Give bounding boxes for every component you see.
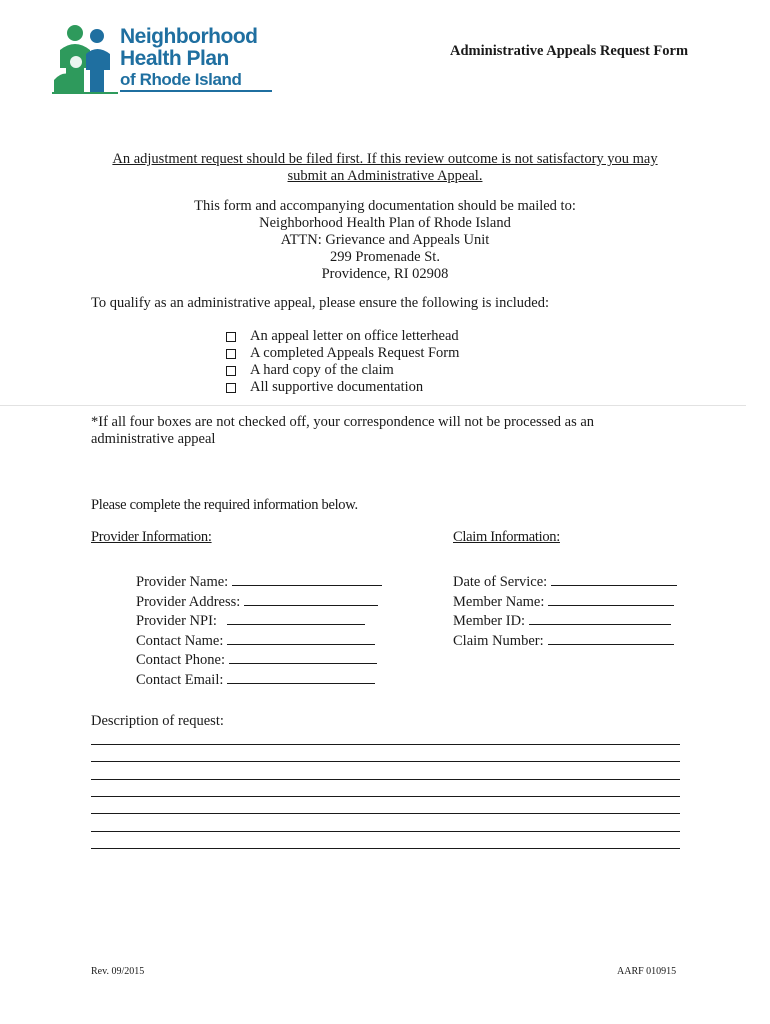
contact-phone-input[interactable] (229, 650, 377, 664)
form-title: Administrative Appeals Request Form (450, 43, 689, 59)
description-line[interactable] (91, 848, 680, 849)
claim-info-heading: Claim Information: (453, 529, 560, 545)
member-name-field: Member Name: (453, 592, 677, 612)
provider-npi-field: Provider NPI: (136, 611, 382, 631)
revision-footer: Rev. 09/2015 (91, 966, 145, 977)
description-line[interactable] (91, 796, 680, 797)
qualify-text: To qualify as an administrative appeal, please ensure the following is included: (91, 295, 550, 311)
form-code-footer: AARF 010915 (617, 966, 677, 977)
provider-npi-input[interactable] (227, 611, 365, 625)
mail-organization: Neighborhood Health Plan of Rhode Island (259, 215, 511, 231)
checklist-item: All supportive documentation (226, 379, 459, 396)
description-line[interactable] (91, 813, 680, 814)
description-line[interactable] (91, 761, 680, 762)
description-label: Description of request: (91, 713, 224, 729)
provider-address-field: Provider Address: (136, 592, 382, 612)
logo-underline (120, 90, 272, 92)
member-name-input[interactable] (548, 592, 674, 606)
logo-text-line2: Health Plan (120, 47, 229, 70)
claim-number-input[interactable] (548, 631, 674, 645)
provider-fields (136, 572, 382, 689)
intro-line-1: An adjustment request should be filed first. If this review outcome is not satisfactory you may (112, 151, 658, 167)
description-line[interactable] (91, 779, 680, 780)
logo-text-line3: of Rhode Island (120, 70, 242, 89)
provider-info-heading: Provider Information: (91, 529, 212, 545)
checklist-item: A completed Appeals Request Form (226, 345, 459, 362)
logo-text-line1: Neighborhood (120, 25, 258, 48)
provider-address-input[interactable] (244, 592, 378, 606)
description-line[interactable] (91, 831, 680, 832)
checkbox-icon[interactable] (226, 349, 236, 359)
contact-phone-field: Contact Phone: (136, 650, 382, 670)
intro-line-2: submit an Administrative Appeal. (287, 168, 483, 184)
description-line[interactable] (91, 744, 680, 745)
checkbox-icon[interactable] (226, 383, 236, 393)
checklist (226, 328, 459, 396)
mail-instruction: This form and accompanying documentation should be mailed to: (194, 198, 576, 214)
checklist-item: A hard copy of the claim (226, 362, 459, 379)
mail-city: Providence, RI 02908 (321, 266, 449, 282)
contact-email-field: Contact Email: (136, 670, 382, 690)
date-of-service-input[interactable] (551, 572, 677, 586)
mail-attention: ATTN: Grievance and Appeals Unit (280, 232, 490, 248)
contact-email-input[interactable] (227, 670, 375, 684)
checkbox-icon[interactable] (226, 366, 236, 376)
warning-note: *If all four boxes are not checked off, your correspondence will not be processed as an administrative appeal (91, 414, 595, 447)
provider-name-input[interactable] (232, 572, 382, 586)
complete-instruction: Please complete the required information below. (91, 497, 358, 513)
member-id-field: Member ID: (453, 611, 677, 631)
family-figures-icon (52, 24, 118, 94)
member-id-input[interactable] (529, 611, 671, 625)
logo (52, 22, 276, 94)
date-of-service-field: Date of Service: (453, 572, 677, 592)
provider-name-field: Provider Name: (136, 572, 382, 592)
contact-name-field: Contact Name: (136, 631, 382, 651)
divider (0, 405, 746, 406)
claim-fields (453, 572, 677, 650)
mail-street: 299 Promenade St. (330, 249, 440, 265)
checkbox-icon[interactable] (226, 332, 236, 342)
checklist-item: An appeal letter on office letterhead (226, 328, 459, 345)
contact-name-input[interactable] (227, 631, 375, 645)
claim-number-field: Claim Number: (453, 631, 677, 651)
